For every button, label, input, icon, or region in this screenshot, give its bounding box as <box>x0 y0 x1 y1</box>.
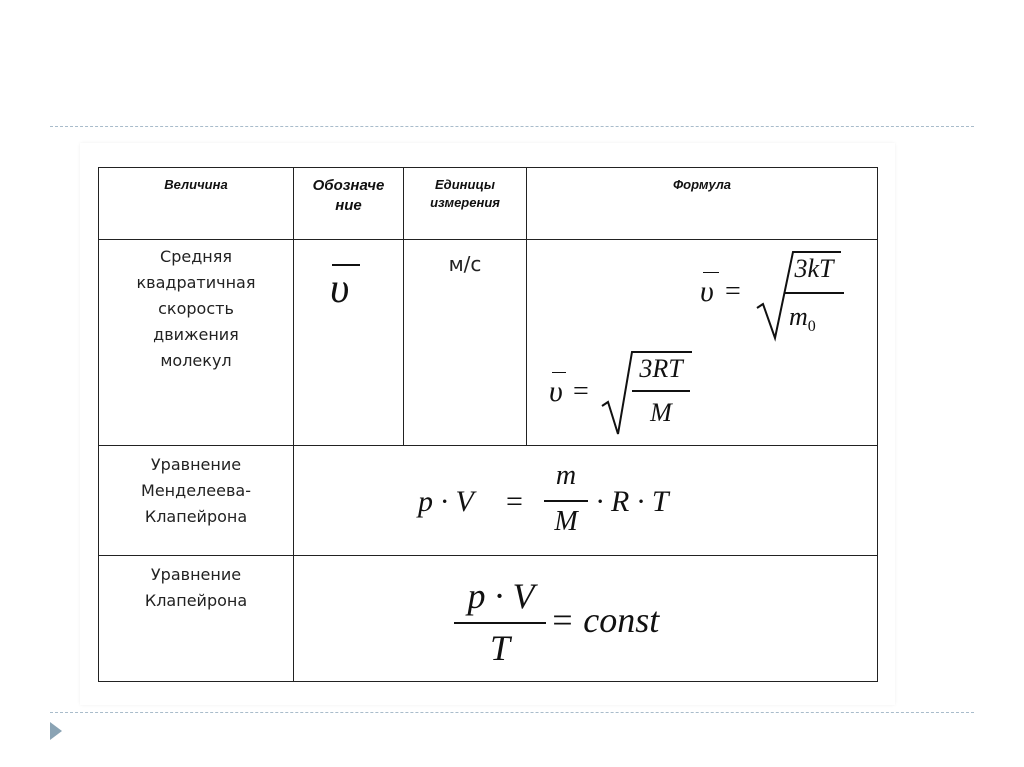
formula2-numerator: 3RT <box>639 354 683 383</box>
cl-rhs: = const <box>550 600 660 640</box>
slide-bullet-arrow-icon <box>50 722 62 740</box>
cl-denominator: T <box>489 628 511 668</box>
mc-right: · R · T <box>596 485 669 518</box>
header-units-line2: измерения <box>430 195 500 210</box>
formula1-denominator: $m_0$ <box>789 302 816 336</box>
quantity-name-line: движения <box>153 325 239 344</box>
cl-numerator: p · V <box>467 576 535 616</box>
formula-table <box>98 167 878 682</box>
formula1-equals: = <box>725 276 741 307</box>
formula-cell <box>294 556 878 682</box>
quantity-name-line: квадратичная <box>136 273 256 292</box>
formula-cell <box>527 240 878 446</box>
header-quantity: Величина <box>99 168 294 240</box>
header-symbol <box>294 168 404 240</box>
quantity-name-line: молекул <box>160 351 232 370</box>
formula-cell <box>294 446 878 556</box>
formula2-lhs-overbar <box>552 372 566 373</box>
formula1-lhs-overbar <box>703 272 719 273</box>
quantity-name-line: скорость <box>158 299 234 318</box>
formula2-denominator: M <box>650 398 672 427</box>
bottom-divider <box>50 712 974 713</box>
symbol-upsilon: υ <box>330 266 350 312</box>
formula2-lhs: υ <box>549 375 563 408</box>
row-rms-speed <box>99 240 878 446</box>
top-divider <box>50 126 974 127</box>
header-row <box>99 168 878 240</box>
quantity-name-line: Уравнение <box>150 565 242 584</box>
unit-cell: м/с <box>404 240 527 446</box>
row-mendeleev-clapeyron <box>99 446 878 556</box>
formula1-numerator: 3kT <box>794 254 834 283</box>
header-units <box>404 168 527 240</box>
header-formula: Формула <box>527 168 878 240</box>
mc-numerator: m <box>555 460 577 491</box>
formula1-lhs: υ <box>700 275 714 308</box>
mc-equals: = <box>506 485 523 518</box>
mc-fraction-line <box>544 500 588 502</box>
mc-left: p · V <box>418 485 474 518</box>
formula1-fraction-line <box>784 292 844 294</box>
header-symbol-line1: Обозначе <box>312 177 385 194</box>
quantity-cell <box>99 240 294 446</box>
quantity-cell <box>99 446 294 556</box>
quantity-cell <box>99 556 294 682</box>
row-clapeyron <box>99 556 878 682</box>
cl-fraction-line <box>454 622 546 624</box>
quantity-name-line: Уравнение <box>150 455 242 474</box>
quantity-name-line: Менделеева- <box>141 481 251 500</box>
formula2-fraction-line <box>632 390 690 392</box>
quantity-name-line: Клапейрона <box>144 507 248 526</box>
header-symbol-line2: ние <box>335 197 362 214</box>
quantity-name-line: Средняя <box>160 247 232 266</box>
mc-denominator: M <box>554 506 578 537</box>
symbol-cell <box>294 240 404 446</box>
header-units-line1: Единицы <box>435 177 495 192</box>
quantity-name-line: Клапейрона <box>144 591 248 610</box>
formula2-equals: = <box>573 376 589 407</box>
